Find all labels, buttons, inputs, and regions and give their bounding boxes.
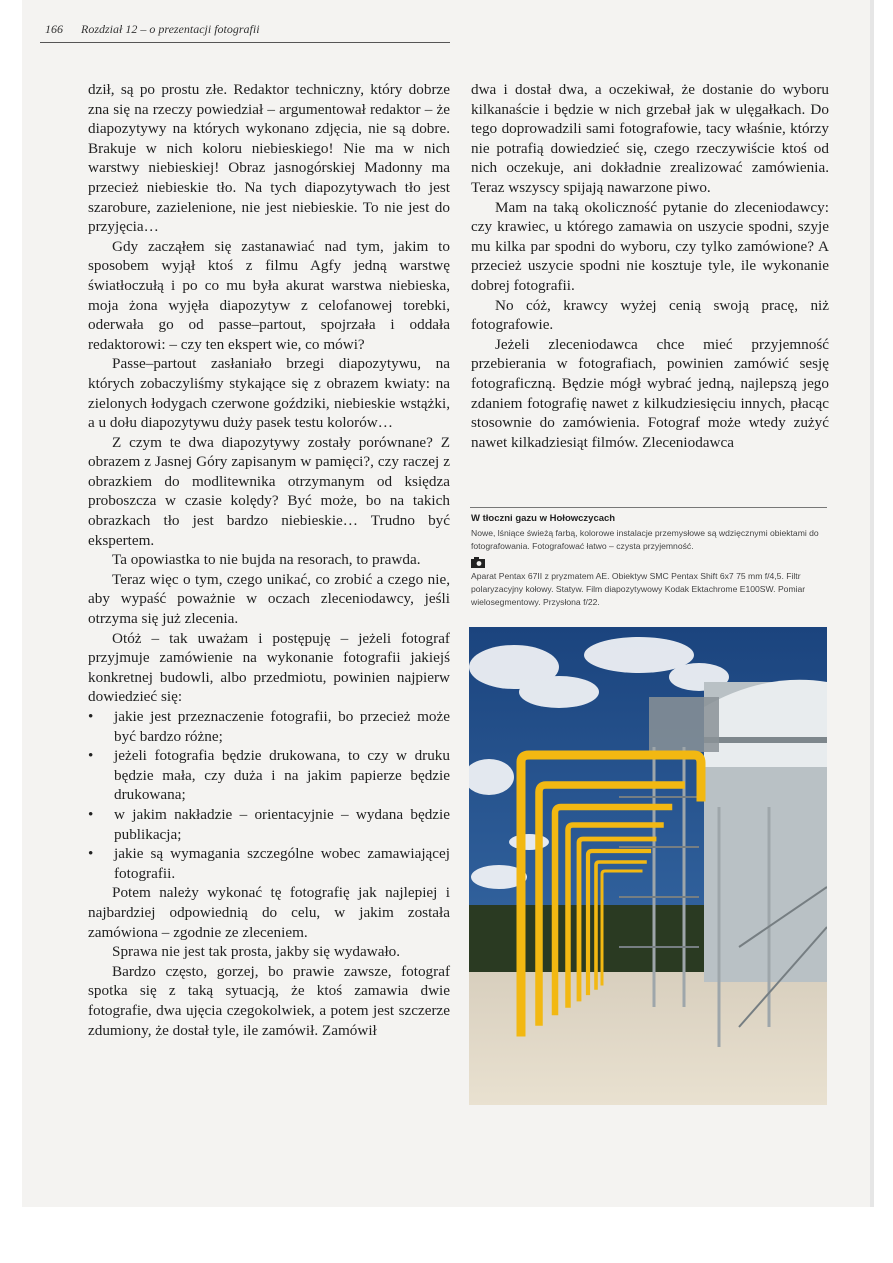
paragraph: Otóż – tak uważam i postępuję – jeżeli fotograf przyjmuje zamówienie na wykonanie fotografii jakiejś konkretnej budowli, albo przedmiotu, powinien najpierw dowiedzieć się: [88, 629, 450, 706]
paragraph: Bardzo często, gorzej, bo prawie zawsze, fotograf spotka się z taką sytuacją, że ktoś zamawia dwie fotografie, dwa ujęcia czegokolwiek, a potem jest szczerze zdumiony, że dostał tyle, ile zamówił. Zamówił [88, 962, 450, 1039]
list-item: • jakie są wymagania szczególne wobec zamawiającej fotografii. [88, 844, 450, 883]
left-column [88, 80, 450, 1040]
paragraph: Z czym te dwa diapozytywy zostały porównane? Z obrazem z Jasnej Góry zapisanym w pamięci?, czy raczej z obrazkiem do modlitewnika otrzymanym od księdza proboszcza w czasie kolędy? Być może, bo na takich obrazkach tło jest bardzo niebieskie… Trudno być ekspertem. [88, 433, 450, 549]
running-header [45, 22, 450, 37]
list-item: • jakie jest przeznaczenie fotografii, bo przecież może być bardzo różne; [88, 707, 450, 746]
camera-icon [471, 557, 485, 568]
paragraph: Jeżeli zleceniodawca chce mieć przyjemność przebierania w fotografiach, powinien zamówić sesję fotograficzną. Będzie mógł wybrać jedną, najlepszą jego zdaniem fotografię nawet z kilkudziesięciu innych, płacąc stosownie do zamówienia. Fotograf może wtedy zużyć nawet kilkadziesiąt filmów. Zleceniodawca [471, 335, 829, 451]
paragraph: Gdy zacząłem się zastanawiać nad tym, jakim to sposobem wyjął ktoś z filmu Agfy jedną warstwę światłoczułą i po co mu była akurat warstwa niebieska, moja żona wyjęła diapozytyw z celofanowej torebki, oderwała go od passe–partout, spojrzała i oddała redaktorowi: – czy ten ekspert wie, co mówi? [88, 237, 450, 353]
caption-rule [470, 507, 827, 508]
page-number: 166 [45, 22, 63, 36]
photo-caption [471, 513, 831, 609]
paragraph: Mam na taką okoliczność pytanie do zleceniodawcy: czy krawiec, u którego zamawia on uszycie spodni, szyje mu kilka par spodni do wyboru, czy tylko zamówione? A przecież uszycie spodni nie kosztuje tyle, ile wykonanie dobrej fotografii. [471, 198, 829, 294]
caption-title: W tłoczni gazu w Hołowczycach [471, 513, 616, 524]
industrial-photo [469, 627, 827, 1105]
caption-description: Nowe, lśniące świeżą farbą, kolorowe instalacje przemysłowe są wdzięcznymi obiektami do fotografowania. Fotografować łatwo – czysta przyjemność. [471, 528, 819, 551]
paragraph: dwa i dostał dwa, a oczekiwał, że dostanie do wyboru kilkanaście i będzie w nich grzebał jak w ulęgałkach. Do tego doprowadzili sami fotografowie, tacy właśnie, którzy nie potrafią dowiedzieć się, czego rzeczywiście ktoś od nich oczekuje, ani dokładnie zrealizować zamówienia. Teraz wszyscy spijają nawarzone piwo. [471, 81, 829, 196]
list-item: • w jakim nakładzie – orientacyjnie – wydana będzie publikacja; [88, 805, 450, 844]
paragraph: Potem należy wykonać tę fotografię jak najlepiej i najbardziej odpowiednią do celu, w jakim została zamówiona – zgodnie ze zleceniem. [88, 884, 450, 941]
paragraph: Sprawa nie jest tak prosta, jakby się wydawało. [112, 943, 401, 961]
right-column [471, 80, 829, 452]
bullet-list [88, 707, 450, 883]
paragraph: No cóż, krawcy wyżej cenią swoją pracę, niż fotografowie. [471, 296, 829, 334]
paragraph: Passe–partout zasłaniało brzegi diapozytywu, na których zobaczyliśmy stykające się z obrazem kwiaty: na zielonych łodygach czerwone goździki, niebieskie wstążki, a u dołu diapozytywu duży pasek testu kolorów… [88, 355, 450, 432]
caption-technical: Aparat Pentax 67II z pryzmatem AE. Obiektyw SMC Pentax Shift 6x7 75 mm f/4,5. Filtr polaryzacyjny kołowy. Statyw. Film diapozytywowy Kodak Ektachrome E100SW. Pomiar wielosegmentowy. Przysłona f/22. [471, 571, 806, 607]
header-rule [40, 42, 450, 43]
page-edge [870, 0, 874, 1207]
paragraph: dził, są po prostu złe. Redaktor techniczny, który dobrze zna się na rzeczy powiedział – argumentował redaktor – że diapozytywy na których wykonano zdjęcia, nie są dobre. Brakuje w nich koloru niebieskiego! Nie ma w nich warstwy niebieskiej! Obraz jasnogórskiej Madonny ma przecież niebieskie tło. Na tych diapozytywach tło jest szarobure, zazielenione, nie jest niebieskie. To nie jest do przyjęcia… [88, 81, 450, 236]
list-item: • jeżeli fotografia będzie drukowana, to czy w druku będzie mała, czy duża i na jakim papierze będzie drukowana; [88, 746, 450, 805]
chapter-title: Rozdział 12 – o prezentacji fotografii [81, 22, 260, 36]
paragraph: Ta opowiastka to nie bujda na resorach, to prawda. [112, 551, 421, 569]
paragraph: Teraz więc o tym, czego unikać, co zrobić a czego nie, aby wypaść poważnie w oczach zleceniodawcy, jeśli otrzyma się już zlecenia. [88, 570, 450, 628]
